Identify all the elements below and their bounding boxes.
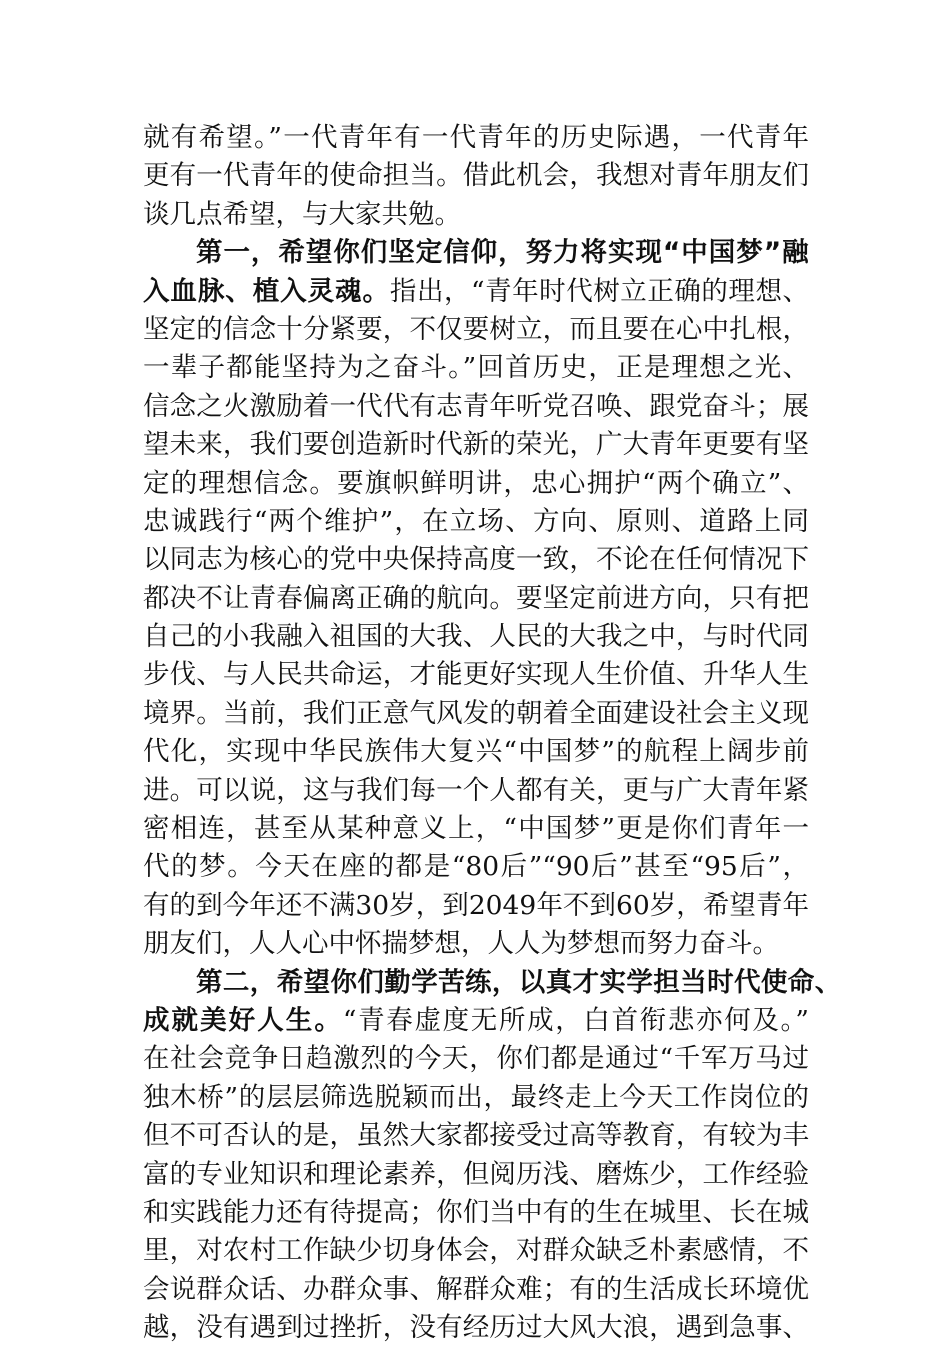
text-line xyxy=(143,580,809,618)
body-text-run: 朋友们，人人心中怀揣梦想，人人为梦想而努力奋斗。 xyxy=(143,928,779,960)
text-line xyxy=(143,1271,809,1309)
text-line xyxy=(143,426,809,464)
body-text-run: 在社会竞争日趋激烈的今天，你们都是通过“千军万马过 xyxy=(143,1043,809,1075)
body-text xyxy=(143,119,842,1348)
body-text-run: 就有希望。”一代青年有一代青年的历史际遇，一代青年 xyxy=(143,122,809,153)
body-text-run: 独木桥”的层层筛选脱颖而出，最终走上今天工作岗位的 xyxy=(143,1081,809,1113)
text-line xyxy=(143,465,809,503)
body-text-run: 有的到今年还不满30岁，到2049年不到60岁，希望青年 xyxy=(143,889,809,921)
text-line xyxy=(143,503,809,541)
body-text-run: “青春虚度无所成，白首衔悲亦何及。” xyxy=(342,1004,809,1036)
body-text-run: 坚定的信念十分紧要，不仅要树立，而且要在心中扎根， xyxy=(143,313,809,345)
body-text-run: 代化，实现中华民族伟大复兴“中国梦”的航程上阔步前 xyxy=(143,736,809,768)
body-text-run: 以同志为核心的党中央保持高度一致，不论在任何情况下 xyxy=(143,544,809,576)
text-line xyxy=(143,157,809,195)
body-text-run: 和实践能力还有待提高；你们当中有的生在城里、长在城 xyxy=(143,1196,809,1228)
body-text-run: 里，对农村工作缺少切身体会，对群众缺乏朴素感情，不 xyxy=(143,1235,809,1267)
body-text-run: 自己的小我融入祖国的大我、人民的大我之中，与时代同 xyxy=(143,621,809,653)
text-line xyxy=(143,196,809,234)
body-text-run: 忠诚践行“两个维护”，在立场、方向、原则、道路上同 xyxy=(143,505,809,537)
text-line xyxy=(143,1194,809,1232)
body-text-run: 富的专业知识和理论素养，但阅历浅、磨炼少，工作经验 xyxy=(143,1158,809,1190)
text-line xyxy=(143,1156,809,1194)
text-line xyxy=(143,733,809,771)
text-line xyxy=(143,1040,809,1078)
body-text-run: 密相连，甚至从某种意义上，“中国梦”更是你们青年一 xyxy=(143,813,809,845)
body-text-run: 更有一代青年的使命担当。借此机会，我想对青年朋友们 xyxy=(143,160,809,192)
text-line xyxy=(143,234,809,272)
text-line xyxy=(143,388,809,426)
body-text-run: 指出，“青年时代树立正确的理想、 xyxy=(389,275,809,307)
text-line xyxy=(143,349,809,387)
text-line xyxy=(143,1002,809,1040)
body-text-run: 代的梦。今天在座的都是“80后”“90后”甚至“95后”， xyxy=(143,851,809,883)
paragraph xyxy=(143,119,809,234)
text-line xyxy=(143,311,809,349)
text-line xyxy=(143,810,809,848)
body-text-run: 信念之火激励着一代代有志青年听党召唤、跟党奋斗；展 xyxy=(143,390,809,422)
text-line xyxy=(143,618,809,656)
text-line xyxy=(143,1117,809,1155)
text-line xyxy=(143,772,809,810)
text-line xyxy=(143,695,809,733)
bold-heading-text: 第一，希望你们坚定信仰，努力将实现“中国梦”融 xyxy=(196,237,809,269)
text-line xyxy=(143,119,809,157)
body-text-run: 定的理想信念。要旗帜鲜明讲，忠心拥护“两个确立”、 xyxy=(143,467,809,499)
body-text-run: 谈几点希望，与大家共勉。 xyxy=(143,198,461,230)
bold-heading-text: 成就美好人生。 xyxy=(143,1004,343,1036)
text-line xyxy=(143,273,809,311)
text-line xyxy=(143,656,809,694)
bold-heading-text: 入血脉、植入灵魂。 xyxy=(143,275,390,307)
text-line xyxy=(143,887,809,925)
body-text-run: 但不可否认的是，虽然大家都接受过高等教育，有较为丰 xyxy=(143,1120,809,1152)
text-line xyxy=(143,1079,809,1117)
body-text-run: 步伐、与人民共命运，才能更好实现人生价值、升华人生 xyxy=(143,659,809,691)
text-line xyxy=(143,1232,809,1270)
body-text-run: 望未来，我们要创造新时代新的荣光，广大青年更要有坚 xyxy=(143,429,809,461)
body-text-run: 都决不让青春偏离正确的航向。要坚定前进方向，只有把 xyxy=(143,582,809,614)
body-text-run: 一辈子都能坚持为之奋斗。”回首历史，正是理想之光、 xyxy=(143,352,809,384)
paragraph xyxy=(143,964,842,1348)
text-line xyxy=(143,925,809,963)
body-text-run: 越，没有遇到过挫折，没有经历过大风大浪，遇到急事、 xyxy=(143,1312,809,1344)
paragraph xyxy=(143,234,809,963)
text-line xyxy=(143,848,809,886)
text-line xyxy=(143,1309,809,1347)
text-line xyxy=(143,541,809,579)
body-text-run: 进。可以说，这与我们每一个人都有关，更与广大青年紧 xyxy=(143,774,809,806)
bold-heading-text: 第二，希望你们勤学苦练，以真才实学担当时代使命、 xyxy=(196,966,842,998)
body-text-run: 境界。当前，我们正意气风发的朝着全面建设社会主义现 xyxy=(143,697,809,729)
body-text-run: 会说群众话、办群众事、解群众难；有的生活成长环境优 xyxy=(143,1273,809,1305)
text-line xyxy=(143,964,842,1002)
